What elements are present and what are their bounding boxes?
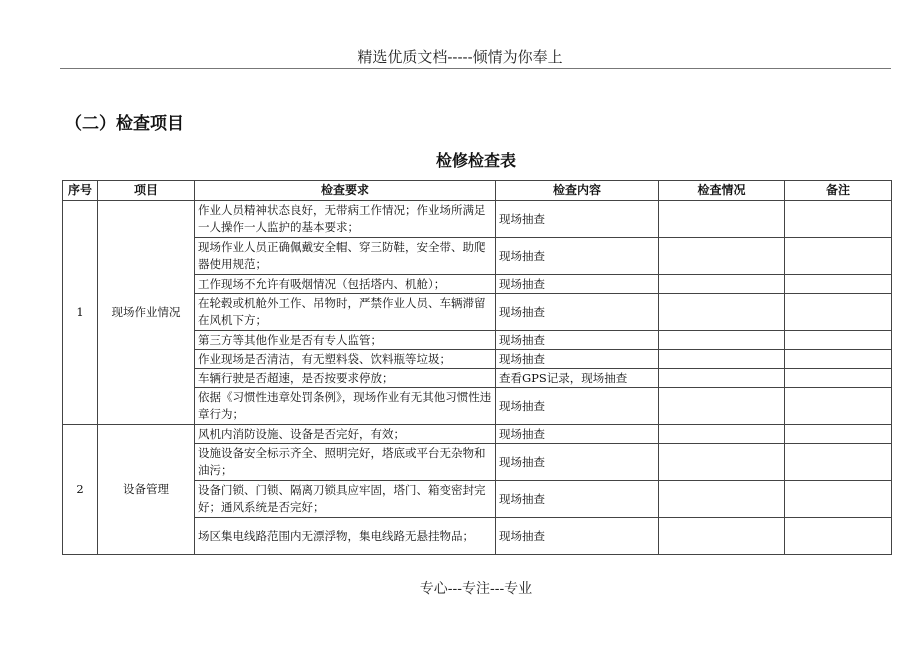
status-cell	[659, 444, 785, 481]
content-cell: 现场抽查	[496, 294, 659, 331]
status-cell	[659, 201, 785, 238]
status-cell	[659, 238, 785, 275]
note-cell	[785, 331, 892, 350]
content-cell: 现场抽查	[496, 388, 659, 425]
note-cell	[785, 518, 892, 555]
content-cell: 现场抽查	[496, 201, 659, 238]
note-cell	[785, 369, 892, 388]
requirement-cell: 依据《习惯性违章处罚条例》，现场作业有无其他习惯性违章行为；	[195, 388, 496, 425]
status-cell	[659, 275, 785, 294]
content-cell: 现场抽查	[496, 444, 659, 481]
requirement-cell: 工作现场不允许有吸烟情况（包括塔内、机舱）；	[195, 275, 496, 294]
requirement-cell: 作业人员精神状态良好，无带病工作情况；作业场所满足一人操作一人监护的基本要求；	[195, 201, 496, 238]
note-cell	[785, 481, 892, 518]
content-cell: 查看GPS记录，现场抽查	[496, 369, 659, 388]
status-cell	[659, 481, 785, 518]
row-index: 1	[63, 201, 98, 425]
status-cell	[659, 350, 785, 369]
requirement-cell: 设备门锁、门锁、隔离刀锁具应牢固，塔门、箱变密封完好；通风系统是否完好；	[195, 481, 496, 518]
note-cell	[785, 388, 892, 425]
table-header-row	[63, 181, 892, 201]
status-cell	[659, 369, 785, 388]
status-cell	[659, 294, 785, 331]
note-cell	[785, 444, 892, 481]
inspection-table	[62, 180, 892, 555]
requirement-cell: 作业现场是否清洁，有无塑料袋、饮料瓶等垃圾；	[195, 350, 496, 369]
note-cell	[785, 294, 892, 331]
note-cell	[785, 201, 892, 238]
requirement-cell: 在轮毂或机舱外工作、吊物时，严禁作业人员、车辆滞留在风机下方；	[195, 294, 496, 331]
requirement-cell: 风机内消防设施、设备是否完好，有效；	[195, 425, 496, 444]
status-cell	[659, 388, 785, 425]
column-header-index: 序号	[63, 181, 98, 201]
table-row	[63, 425, 892, 444]
status-cell	[659, 331, 785, 350]
status-cell	[659, 518, 785, 555]
note-cell	[785, 275, 892, 294]
content-cell: 现场抽查	[496, 331, 659, 350]
header-divider	[60, 68, 891, 69]
requirement-cell: 车辆行驶是否超速，是否按要求停放；	[195, 369, 496, 388]
requirement-cell: 第三方等其他作业是否有专人监管；	[195, 331, 496, 350]
requirement-cell: 设施设备安全标示齐全、照明完好，塔底或平台无杂物和油污；	[195, 444, 496, 481]
requirement-cell: 现场作业人员正确佩戴安全帽、穿三防鞋，安全带、助爬器使用规范；	[195, 238, 496, 275]
table-row	[63, 201, 892, 238]
page-footer: 专心---专注---专业	[419, 581, 533, 597]
column-header-project: 项目	[98, 181, 195, 201]
row-project: 现场作业情况	[98, 201, 195, 425]
section-heading: （二）检查项目	[65, 114, 184, 134]
row-index: 2	[63, 425, 98, 555]
note-cell	[785, 425, 892, 444]
status-cell	[659, 425, 785, 444]
column-header-note: 备注	[785, 181, 892, 201]
row-project: 设备管理	[98, 425, 195, 555]
content-cell: 现场抽查	[496, 518, 659, 555]
content-cell: 现场抽查	[496, 350, 659, 369]
column-header-requirement: 检查要求	[195, 181, 496, 201]
page-header: 精选优质文档-----倾情为你奉上	[357, 48, 563, 66]
table-title: 检修检查表	[435, 151, 516, 170]
content-cell: 现场抽查	[496, 238, 659, 275]
content-cell: 现场抽查	[496, 275, 659, 294]
content-cell: 现场抽查	[496, 481, 659, 518]
column-header-content: 检查内容	[496, 181, 659, 201]
note-cell	[785, 238, 892, 275]
requirement-cell: 场区集电线路范围内无漂浮物，集电线路无悬挂物品；	[195, 518, 496, 555]
note-cell	[785, 350, 892, 369]
content-cell: 现场抽查	[496, 425, 659, 444]
column-header-status: 检查情况	[659, 181, 785, 201]
